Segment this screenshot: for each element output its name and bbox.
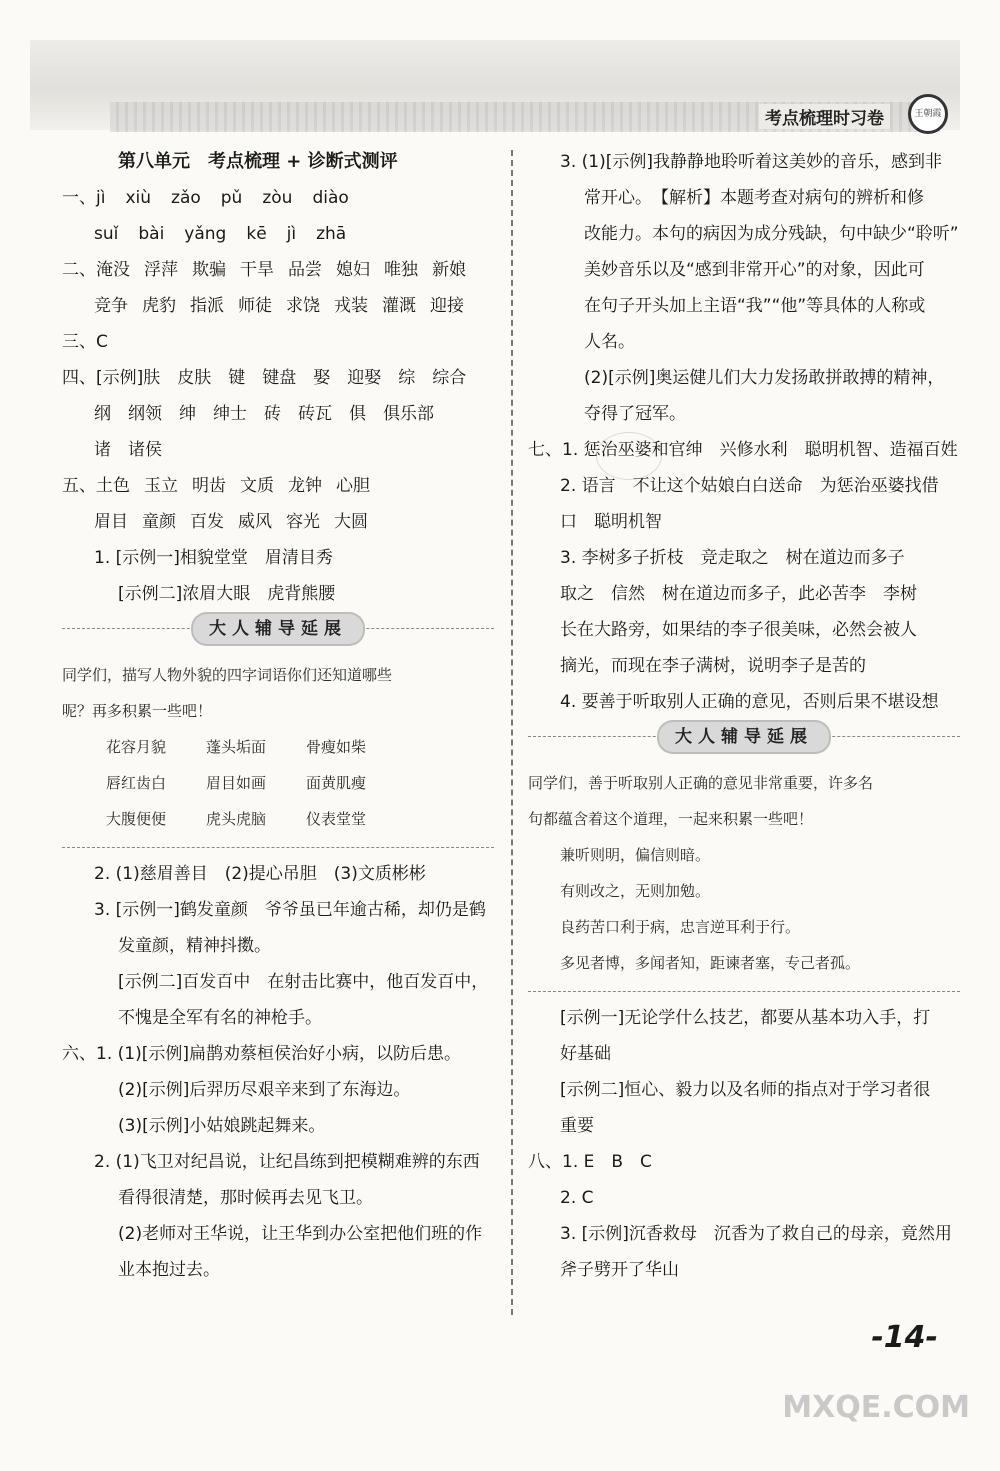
- left-line: 3. [示例一]鹤发童颜 爷爷虽已年逾古稀，却仍是鹤: [94, 900, 486, 920]
- column-divider: [511, 150, 513, 1315]
- left-line: [示例二]百发百中 在射击比赛中，他百发百中，: [118, 972, 489, 992]
- box1-content: 同学们，描写人物外貌的四字词语你们还知道哪些 呢？再多积累一些吧！ 花容月貌 蓬头垢面 骨瘦如柴 唇红齿白 眉目如画 面黄肌瘦 大腹便便 虎头虎脑 仪表堂堂: [62, 666, 393, 828]
- section-1-row-2: suǐ bài yǎng kē jì zhā: [94, 224, 347, 244]
- header-title: 考点梳理时习卷: [759, 104, 890, 129]
- page-number: -14-: [871, 1320, 938, 1355]
- section-5-row-1: 五、土色 玉立 明齿 文质 龙钟 心胆: [62, 476, 370, 496]
- watermark: MXQE.COM: [782, 1390, 970, 1425]
- section-4-row-1: 四、[示例]肤 皮肤 键 键盘 娶 迎娶 综 综合: [62, 368, 467, 388]
- right-line: 在句子开头加上主语“我”“他”等具体的人称或: [584, 296, 926, 316]
- right-line: 摘光，而现在李子满树，说明李子是苦的: [560, 656, 866, 676]
- right-line: 3. 李树多子折枝 竞走取之 树在道边而多子: [560, 548, 905, 568]
- right-line: 口 聪明机智: [560, 512, 662, 532]
- left-column: [62, 144, 494, 1288]
- right-line: 七、1. 惩治巫婆和官绅 兴修水利 聪明机智、造福百姓: [528, 440, 958, 460]
- section-2-row-1: 二、淹没 浮萍 欺骗 干旱 品尝 媳妇 唯独 新娘: [62, 260, 466, 280]
- right-line: 常开心。 【解析】本题考查对病句的辨析和修: [584, 188, 924, 208]
- section-5-q1b: [示例二]浓眉大眼 虎背熊腰: [118, 584, 336, 604]
- left-line: 2. (1)飞卫对纪昌说，让纪昌练到把模糊难辨的东西: [94, 1152, 480, 1172]
- box2-end: [528, 991, 960, 992]
- box1-title: 大人辅导延展: [193, 614, 363, 644]
- left-line: (3)[示例]小姑娘跳起舞来。: [118, 1116, 326, 1136]
- section-5-q1a: 1. [示例一]相貌堂堂 眉清目秀: [94, 548, 333, 568]
- left-line: 看得很清楚，那时候再去见飞卫。: [118, 1188, 373, 1208]
- unit-title: 第八单元 考点梳理 + 诊断式测评: [118, 151, 398, 172]
- right-line: [示例一]无论学什么技艺，都要从基本功入手，打: [560, 1008, 931, 1028]
- section-3: 三、C: [62, 332, 108, 352]
- right-line: (2)[示例]奥运健儿们大力发扬敢拼敢搏的精神，: [584, 368, 945, 388]
- right-line: 美妙音乐以及“感到非常开心”的对象，因此可: [584, 260, 925, 280]
- right-line: 长在大路旁，如果结的李子很美味，必然会被人: [560, 620, 917, 640]
- right-line: 重要: [560, 1116, 594, 1136]
- right-line: 八、1. E B C: [528, 1152, 652, 1172]
- left-line: (2)老师对王华说，让王华到办公室把他们班的作: [118, 1224, 483, 1244]
- section-1-row-1: 一、jì xiù zǎo pǔ zòu diào: [62, 188, 349, 208]
- right-line: 2. 语言 不让这个姑娘白白送命 为惩治巫婆找借: [560, 476, 939, 496]
- section-2-row-2: 竞争 虎豹 指派 师徒 求饶 戎装 灌溉 迎接: [94, 296, 464, 316]
- left-line: 发童颜，精神抖擞。: [118, 936, 271, 956]
- section-4-row-2: 纲 纲领 绅 绅士 砖 砖瓦 俱 俱乐部: [94, 404, 434, 424]
- left-line: 六、1. (1)[示例]扁鹊劝蔡桓侯治好小病，以防后患。: [62, 1044, 461, 1064]
- left-line: 2. (1)慈眉善目 (2)提心吊胆 (3)文质彬彬: [94, 864, 426, 884]
- right-line: 3. [示例]沉香救母 沉香为了救自己的母亲，竟然用: [560, 1224, 952, 1244]
- section-4-row-3: 诸 诸侯: [94, 440, 162, 460]
- right-line: 斧子劈开了华山: [560, 1260, 679, 1280]
- box2-content: 同学们，善于听取别人正确的意见非常重要，许多名 句都蕴含着这个道理，一起来积累一些吧！ 兼听则明，偏信则暗。 有则改之，无则加勉。 良药苦口利于病，忠言逆耳利于行。 多见者博，多闻者知，距谏者塞，专己者孤。: [528, 774, 874, 972]
- box2-title: 大人辅导延展: [659, 722, 829, 752]
- left-line: 不愧是全军有名的神枪手。: [118, 1008, 322, 1028]
- box2-header: [528, 727, 960, 771]
- box1-end: [62, 847, 494, 848]
- box1-header: [62, 619, 494, 663]
- right-line: 人名。: [584, 332, 635, 352]
- right-line: 夺得了冠军。: [584, 404, 686, 424]
- right-line: [示例二]恒心、毅力以及名师的指点对于学习者很: [560, 1080, 931, 1100]
- right-line: 4. 要善于听取别人正确的意见，否则后果不堪设想: [560, 692, 939, 712]
- left-line: 业本抱过去。: [118, 1260, 220, 1280]
- right-line: 取之 信然 树在道边而多子，此必苦李 李树: [560, 584, 917, 604]
- right-line: 改能力。本句的病因为成分残缺，句中缺少“聆听”: [584, 224, 959, 244]
- right-line: 2. C: [560, 1188, 594, 1208]
- right-column: [528, 144, 960, 1288]
- section-5-row-2: 眉目 童颜 百发 威风 容光 大圆: [94, 512, 368, 532]
- left-line: (2)[示例]后羿历尽艰辛来到了东海边。: [118, 1080, 411, 1100]
- brand-logo: 王朝霞: [908, 94, 948, 134]
- right-line: 好基础: [560, 1044, 611, 1064]
- right-line: 3. (1)[示例]我静静地聆听着这美妙的音乐，感到非: [560, 152, 942, 172]
